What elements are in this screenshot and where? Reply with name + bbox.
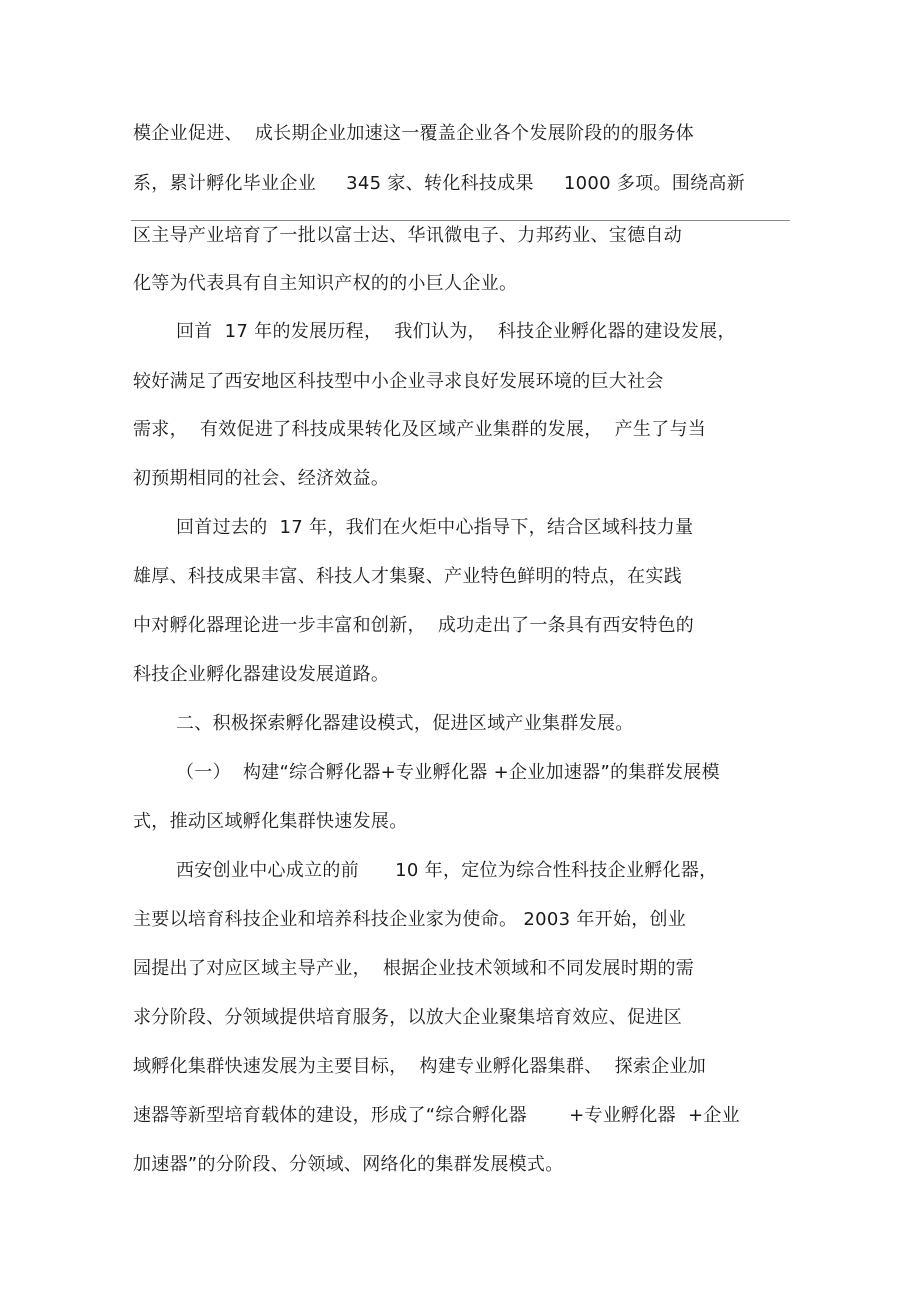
- text-line: 西安创业中心成立的前 10 年，定位为综合性科技企业孵化器，: [176, 860, 718, 881]
- text-line: 雄厚、科技成果丰富、科技人才集聚、产业特色鲜明的特点，在实践: [133, 566, 682, 587]
- text-line: 化等为代表具有自主知识产权的的小巨人企业。: [133, 273, 518, 294]
- section-heading: 二、积极探索孵化器建设模式，促进区域产业集群发展。: [176, 713, 634, 734]
- text-line: 回首过去的 17 年，我们在火炬中心指导下，结合区域科技力量: [176, 517, 694, 538]
- text-line: 较好满足了西安地区科技型中小企业寻求良好发展环境的巨大社会: [133, 371, 664, 392]
- text-line: 速器等新型培育载体的建设，形成了“综合孵化器 +专业孵化器 +企业: [133, 1105, 740, 1126]
- text-line: 区主导产业培育了一批以富士达、华讯微电子、力邦药业、宝德自动: [133, 225, 682, 246]
- text-line: 模企业促进、 成长期企业加速这一覆盖企业各个发展阶段的的服务体: [133, 123, 695, 144]
- horizontal-rule: [131, 220, 790, 221]
- text-line: 求分阶段、分领域提供培育服务，以放大企业聚集培育效应、促进区: [133, 1007, 682, 1028]
- text-line: 主要以培育科技企业和培养科技企业家为使命。 2003 年开始，创业: [133, 909, 687, 930]
- text-line: 加速器”的分阶段、分领域、网络化的集群发展模式。: [133, 1154, 564, 1175]
- text-line: 回首 17 年的发展历程， 我们认为， 科技企业孵化器的建设发展，: [176, 321, 736, 342]
- subsection-heading: （一） 构建“综合孵化器+专业孵化器 +企业加速器”的集群发展模: [176, 762, 720, 783]
- text-line: 初预期相同的社会、经济效益。: [133, 468, 390, 489]
- text-line: 域孵化集群快速发展为主要目标， 构建专业孵化器集群、 探索企业加: [133, 1056, 707, 1077]
- subsection-heading: 式，推动区域孵化集群快速发展。: [133, 811, 408, 832]
- text-line: 中对孵化器理论进一步丰富和创新， 成功走出了一条具有西安特色的: [133, 615, 695, 636]
- text-line: 科技企业孵化器建设发展道路。: [133, 664, 390, 685]
- text-line: 需求， 有效促进了科技成果转化及区域产业集群的发展， 产生了与当: [133, 419, 707, 440]
- text-line: 园提出了对应区域主导产业， 根据企业技术领域和不同发展时期的需: [133, 958, 695, 979]
- text-line: 系，累计孵化毕业企业 345 家、转化科技成果 1000 多项。围绕高新: [133, 173, 746, 194]
